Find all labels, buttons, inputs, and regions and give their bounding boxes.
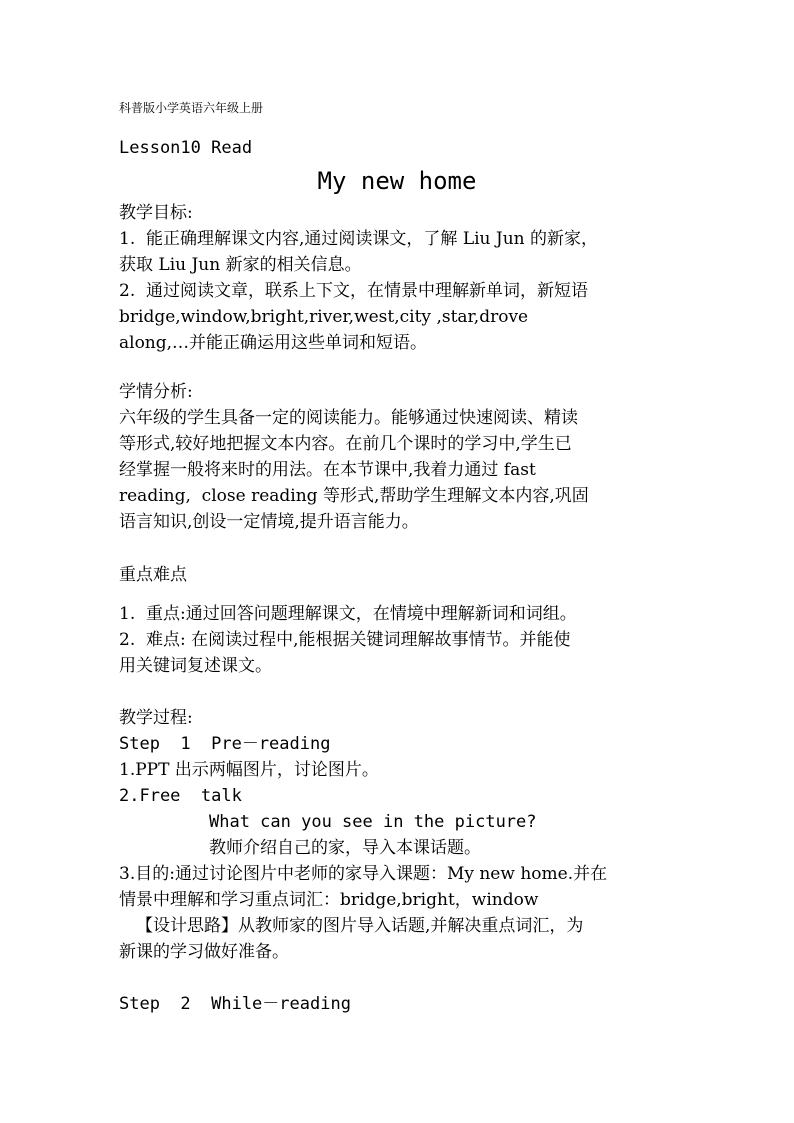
key-points-heading: 重点难点 (119, 565, 187, 585)
analysis-line: 六年级的学生具备一定的阅读能力。能够通过快速阅读、精读 (119, 408, 578, 428)
analysis-line: 等形式,较好地把握文本内容。在前几个课时的学习中,学生已 (119, 434, 572, 454)
analysis-line: 语言知识,创设一定情境,提升语言能力。 (119, 512, 419, 532)
process-item: What can you see in the picture? (209, 812, 537, 832)
analysis-line: reading, close reading 等形式,帮助学生理解文本内容,巩固 (119, 486, 589, 506)
design-note: 新课的学习做好准备。 (119, 942, 289, 962)
key-points-line: 用关键词复述课文。 (119, 656, 272, 676)
process-item: 教师介绍自己的家，导入本课话题。 (209, 838, 481, 858)
process-item: 2.Free talk (119, 786, 242, 806)
goals-heading: 教学目标: (119, 203, 193, 223)
key-points-line: 1. 重点:通过回答问题理解课文，在情境中理解新词和词组。 (119, 604, 577, 624)
process-item: 1.PPT 出示两幅图片，讨论图片。 (119, 760, 379, 780)
process-heading: 教学过程: (119, 708, 193, 728)
process-item: 情景中理解和学习重点词汇：bridge,bright，window (119, 890, 539, 910)
goals-line: along,…并能正确运用这些单词和短语。 (119, 333, 428, 353)
goals-line: 获取 Liu Jun 新家的相关信息。 (119, 255, 362, 275)
process-item: 3.目的:通过讨论图片中老师的家导入课题：My new home.并在 (119, 864, 608, 884)
step-1-heading: Step 1 Pre－reading (119, 734, 331, 754)
key-points-line: 2. 难点: 在阅读过程中,能根据关键词理解故事情节。并能使 (119, 630, 571, 650)
document-header: 科普版小学英语六年级上册 (119, 101, 264, 115)
design-note: 【设计思路】从教师家的图片导入话题,并解决重点词汇，为 (136, 916, 584, 936)
page-title: My new home (317, 167, 477, 195)
analysis-heading: 学情分析: (119, 382, 193, 402)
analysis-line: 经掌握一般将来时的用法。在本节课中,我着力通过 fast (119, 460, 536, 480)
step-2-heading: Step 2 While－reading (119, 994, 351, 1014)
goals-line: 2. 通过阅读文章，联系上下文，在情景中理解新单词，新短语 (119, 281, 589, 301)
goals-line: bridge,window,bright,river,west,city ,star,drove (119, 307, 529, 327)
lesson-label: Lesson10 Read (119, 138, 253, 158)
goals-line: 1. 能正确理解课文内容,通过阅读课文，了解 Liu Jun 的新家， (119, 229, 599, 249)
